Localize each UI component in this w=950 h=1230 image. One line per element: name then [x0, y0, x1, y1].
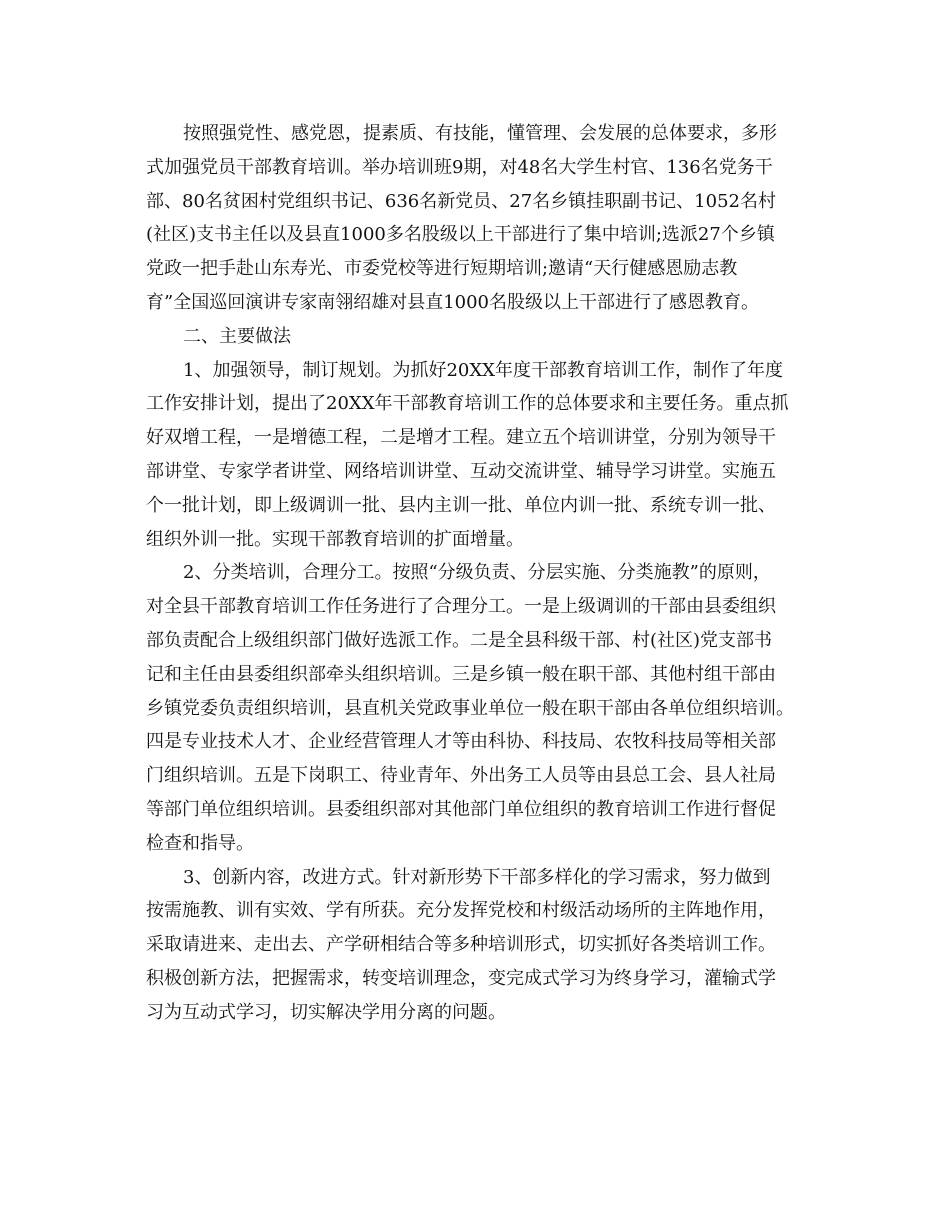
- text-line: 育”全国巡回演讲专家南翎绍雄对县直1000名股级以上干部进行了感恩教育。: [146, 291, 760, 313]
- text-line: 等部门单位组织培训。县委组织部对其他部门单位组织的教育培训工作进行督促: [146, 798, 776, 820]
- text-line: 对全县干部教育培训工作任务进行了合理分工。一是上级调训的干部由县委组织: [146, 596, 776, 618]
- text-line: (社区)支书主任以及县直1000多名股级以上干部进行了集中培训;选派27个乡镇: [146, 224, 775, 246]
- text-line: 党政一把手赴山东寿光、市委党校等进行短期培训;邀请“天行健感恩励志教: [146, 258, 738, 280]
- text-line: 2、分类培训，合理分工。按照“分级负责、分层实施、分类施教”的原则，: [183, 562, 771, 584]
- text-line: 1、加强领导，制订规划。为抓好20XX年度干部教育培训工作，制作了年度: [183, 359, 783, 381]
- text-line: 四是专业技术人才、企业经营管理人才等由科协、科技局、农牧科技局等相关部: [146, 731, 776, 753]
- text-line: 记和主任由县委组织部牵头组织培训。三是乡镇一般在职干部、其他村组干部由: [146, 663, 776, 685]
- document-body: [146, 117, 806, 1030]
- text-line: 门组织培训。五是下岗职工、待业青年、外出务工人员等由县总工会、县人社局: [146, 765, 776, 787]
- text-line: 部讲堂、专家学者讲堂、网络培训讲堂、互动交流讲堂、辅导学习讲堂。实施五: [146, 460, 776, 482]
- text-line: 二、主要做法: [183, 325, 291, 347]
- text-line: 部、80名贫困村党组织书记、636名新党员、27名乡镇挂职副书记、1052名村: [146, 190, 776, 212]
- text-line: 按需施教、训有实效、学有所获。充分发挥党校和村级活动场所的主阵地作用，: [146, 900, 776, 922]
- text-line: 个一批计划，即上级调训一批、县内主训一批、单位内训一批、系统专训一批、: [146, 494, 776, 516]
- text-line: 习为互动式学习，切实解决学用分离的问题。: [146, 1001, 506, 1023]
- text-line: 积极创新方法，把握需求，转变培训理念，变完成式学习为终身学习，灌输式学: [146, 967, 776, 989]
- text-line: 3、创新内容，改进方式。针对新形势下干部多样化的学习需求，努力做到: [183, 866, 771, 888]
- text-line: 采取请进来、走出去、产学研相结合等多种培训形式，切实抓好各类培训工作。: [146, 934, 776, 956]
- text-line: 检查和指导。: [146, 832, 254, 854]
- text-line: 部负责配合上级组织部门做好选派工作。二是全县科级干部、村(社区)党支部书: [146, 629, 773, 651]
- text-line: 式加强党员干部教育培训。举办培训班9期，对48名大学生村官、136名党务干: [146, 156, 773, 178]
- text-line: 乡镇党委负责组织培训，县直机关党政事业单位一般在职干部由各单位组织培训。: [146, 697, 794, 719]
- text-line: 组织外训一批。实现干部教育培训的扩面增量。: [146, 528, 524, 550]
- text-line: 工作安排计划，提出了20XX年干部教育培训工作的总体要求和主要任务。重点抓: [146, 393, 789, 415]
- text-line: 好双增工程，一是增德工程，二是增才工程。建立五个培训讲堂，分别为领导干: [146, 427, 776, 449]
- text-line: 按照强党性、感党恩，提素质、有技能，懂管理、会发展的总体要求，多形: [183, 123, 777, 144]
